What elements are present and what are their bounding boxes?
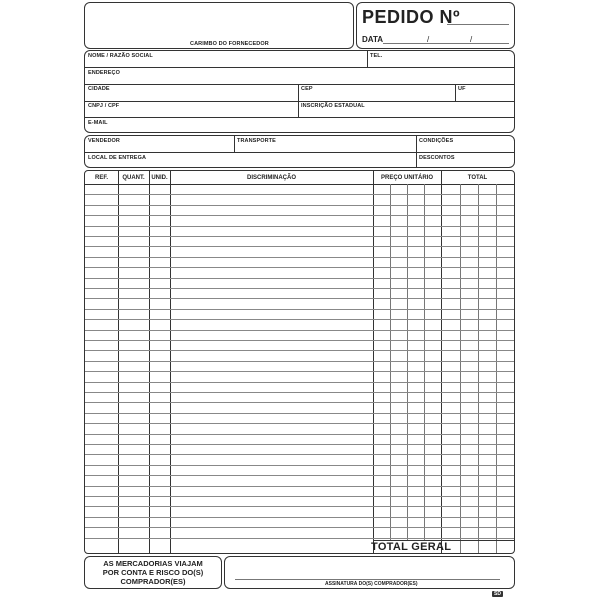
transporte-label: TRANSPORTE (237, 138, 276, 144)
pedido-title: PEDIDO Nº (362, 7, 461, 27)
date-slash-1: / (427, 35, 430, 44)
table-row-line (85, 215, 514, 216)
cnpj-label: CNPJ / CPF (88, 103, 120, 109)
client-info-box (84, 50, 515, 133)
table-row-line (85, 330, 514, 331)
table-row-line (85, 382, 514, 383)
table-row-line (85, 350, 514, 351)
client-div-uf (455, 84, 456, 101)
sale-row-line (85, 152, 514, 153)
col-header-unid: UNID. (151, 175, 168, 181)
footer-note-line-1: AS MERCADORIAS VIAJAM (103, 559, 203, 568)
local-entrega-label: LOCAL DE ENTREGA (88, 155, 147, 161)
table-row-line (85, 298, 514, 299)
total-sub-1 (460, 184, 461, 553)
col-header-quant: QUANT. (122, 175, 145, 181)
client-div-cep (298, 84, 299, 101)
table-row-line (85, 413, 514, 414)
descontos-label: DESCONTOS (419, 155, 455, 161)
table-row-line (85, 402, 514, 403)
signature-line (235, 579, 500, 580)
table-row-line (85, 288, 514, 289)
table-row-line (85, 475, 514, 476)
footer-note-line-3: COMPRADOR(ES) (120, 577, 186, 586)
sale-info-box (84, 135, 515, 168)
table-row-line (85, 309, 514, 310)
table-row-line (85, 340, 514, 341)
cep-label: CEP (301, 86, 313, 92)
table-row-line (85, 423, 514, 424)
signature-label: ASSINATURA DO(S) COMPRADOR(ES) (325, 581, 418, 587)
footer-note-line-2: POR CONTA E RISCO DO(S) (102, 568, 204, 577)
table-row-line (85, 454, 514, 455)
table-row-line (85, 444, 514, 445)
table-row-line (85, 486, 514, 487)
nome-label: NOME / RAZÃO SOCIAL (88, 53, 153, 59)
client-div-inscricao (298, 101, 299, 117)
table-row-line (85, 392, 514, 393)
pedido-number-line (447, 24, 509, 25)
client-row-line-4 (85, 117, 514, 118)
table-row-line (85, 267, 514, 268)
carimbo-label: CARIMBO DO FORNECEDOR (190, 41, 269, 47)
table-row-line (85, 506, 514, 507)
client-div-tel (367, 51, 368, 67)
condicoes-label: CONDIÇÕES (419, 138, 454, 144)
table-row-line (85, 257, 514, 258)
table-row-line (85, 538, 514, 539)
sale-div-condicoes (416, 136, 417, 167)
table-row-line (85, 527, 514, 528)
total-geral-label: TOTAL GERAL (371, 541, 452, 553)
carimbo-box (84, 2, 354, 49)
uf-label: UF (458, 86, 466, 92)
date-slash-2: / (470, 35, 473, 44)
table-row-line (85, 278, 514, 279)
col-header-preco-unitario: PREÇO UNITÁRIO (380, 175, 433, 181)
cidade-label: CIDADE (88, 86, 110, 92)
date-line (383, 43, 509, 44)
email-label: E-MAIL (88, 120, 108, 126)
client-row-line-2 (85, 84, 514, 85)
client-row-line-3 (85, 101, 514, 102)
total-sub-3 (496, 184, 497, 553)
sale-div-transporte (234, 136, 235, 152)
table-row-line (85, 236, 514, 237)
inscricao-label: INSCRIÇÃO ESTADUAL (301, 103, 365, 109)
table-row-line (85, 371, 514, 372)
col-header-ref: REF. (94, 175, 108, 181)
table-row-line (85, 194, 514, 195)
items-table (84, 170, 515, 554)
table-row-line (85, 517, 514, 518)
table-row-line (85, 319, 514, 320)
total-sub-2 (478, 184, 479, 553)
table-row-line (85, 496, 514, 497)
table-row-line (85, 226, 514, 227)
endereco-label: ENDEREÇO (88, 70, 120, 76)
table-row-line (85, 434, 514, 435)
brand-logo: SD (494, 591, 501, 597)
date-label: DATA (362, 35, 384, 44)
client-row-line-1 (85, 67, 514, 68)
table-row-line (85, 465, 514, 466)
vendedor-label: VENDEDOR (88, 138, 120, 144)
table-row-line (85, 361, 514, 362)
signature-box (224, 556, 515, 589)
col-header-total: TOTAL (467, 175, 488, 181)
table-row-line (85, 246, 514, 247)
pedido-box (356, 2, 515, 49)
tel-label: TEL. (370, 53, 383, 59)
col-header-discriminacao: DISCRIMINAÇÃO (247, 175, 296, 181)
table-row-line (85, 205, 514, 206)
footer-note-box (84, 556, 222, 589)
